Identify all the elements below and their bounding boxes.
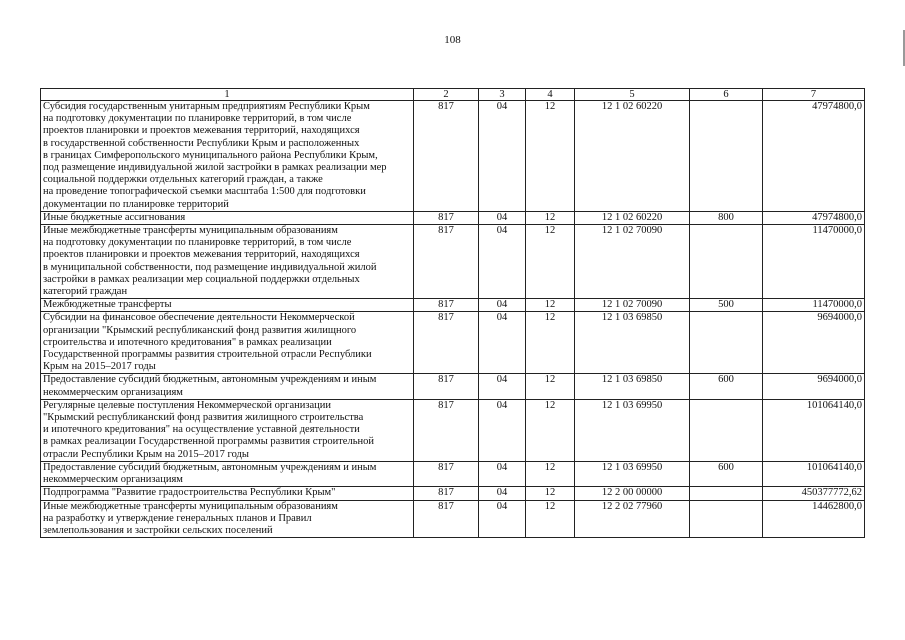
- subsection-code: 12: [526, 461, 575, 486]
- expense-type-code: [690, 312, 763, 374]
- table-row: [41, 225, 865, 299]
- ministry-code: 817: [414, 312, 479, 374]
- row-description: Иные межбюджетные трансферты муниципальным образованиям на подготовку документации по планировке территорий, в том числе проектов планировки и проектов межевания территорий, находящихся в муниципальной собственности, под размещение индивидуальной жилой застройки в рамках реализации мер социальной поддержки отдельных категорий граждан: [41, 225, 414, 299]
- target-article-code: 12 1 02 60220: [575, 211, 690, 224]
- subsection-code: 12: [526, 399, 575, 461]
- subsection-code: 12: [526, 299, 575, 312]
- ministry-code: 817: [414, 487, 479, 500]
- ministry-code: 817: [414, 374, 479, 399]
- subsection-code: 12: [526, 500, 575, 538]
- amount: 47974800,0: [763, 101, 865, 212]
- target-article-code: 12 1 03 69950: [575, 461, 690, 486]
- subsection-code: 12: [526, 101, 575, 212]
- row-description: Субсидия государственным унитарным предприятиям Республики Крым на подготовку документации по планировке территорий, в том числе проектов планировки и проектов межевания территорий, находящихся в государственной собственности Республики Крым и расположенных в границах Симферопольского муниципального района Республики Крым, под размещение индивидуальной жилой застройки в рамках реализации мер социальной поддержки отдельных категорий граждан, а также на проведение топографической съемки масштаба 1:500 для подготовки документации по планировке территорий: [41, 101, 414, 212]
- subsection-code: 12: [526, 374, 575, 399]
- amount: 11470000,0: [763, 299, 865, 312]
- column-header: 5: [575, 89, 690, 101]
- ministry-code: 817: [414, 461, 479, 486]
- target-article-code: 12 1 02 70090: [575, 299, 690, 312]
- column-header: 7: [763, 89, 865, 101]
- ministry-code: 817: [414, 101, 479, 212]
- amount: 47974800,0: [763, 211, 865, 224]
- page-number: 108: [444, 34, 461, 46]
- target-article-code: 12 1 03 69950: [575, 399, 690, 461]
- expense-type-code: [690, 399, 763, 461]
- table-row: [41, 211, 865, 224]
- table-row: [41, 374, 865, 399]
- budget-table: [40, 88, 865, 538]
- section-code: 04: [479, 299, 526, 312]
- section-code: 04: [479, 211, 526, 224]
- expense-type-code: 600: [690, 461, 763, 486]
- amount: 9694000,0: [763, 374, 865, 399]
- header-row: [41, 89, 865, 101]
- row-description: Предоставление субсидий бюджетным, автономным учреждениям и иным некоммерческим организациям: [41, 461, 414, 486]
- section-code: 04: [479, 487, 526, 500]
- table-row: [41, 299, 865, 312]
- subsection-code: 12: [526, 211, 575, 224]
- column-header: 2: [414, 89, 479, 101]
- section-code: 04: [479, 374, 526, 399]
- column-header: 3: [479, 89, 526, 101]
- target-article-code: 12 1 02 60220: [575, 101, 690, 212]
- target-article-code: 12 2 02 77960: [575, 500, 690, 538]
- expense-type-code: 600: [690, 374, 763, 399]
- target-article-code: 12 2 00 00000: [575, 487, 690, 500]
- section-code: 04: [479, 101, 526, 212]
- expense-type-code: [690, 500, 763, 538]
- ministry-code: 817: [414, 225, 479, 299]
- section-code: 04: [479, 399, 526, 461]
- expense-type-code: [690, 101, 763, 212]
- amount: 101064140,0: [763, 461, 865, 486]
- row-description: Иные бюджетные ассигнования: [41, 211, 414, 224]
- target-article-code: 12 1 03 69850: [575, 312, 690, 374]
- row-description: Межбюджетные трансферты: [41, 299, 414, 312]
- column-header: 6: [690, 89, 763, 101]
- amount: 101064140,0: [763, 399, 865, 461]
- row-description: Субсидии на финансовое обеспечение деятельности Некоммерческой организации "Крымский республиканский фонд развития жилищного строительства и ипотечного кредитования" в рамках реализации Государственной программы развития строительной отрасли Республики Крым на 2015–2017 годы: [41, 312, 414, 374]
- section-code: 04: [479, 225, 526, 299]
- amount: 14462800,0: [763, 500, 865, 538]
- expense-type-code: 800: [690, 211, 763, 224]
- ministry-code: 817: [414, 299, 479, 312]
- subsection-code: 12: [526, 312, 575, 374]
- amount: 450377772,62: [763, 487, 865, 500]
- section-code: 04: [479, 461, 526, 486]
- table-row: [41, 101, 865, 212]
- row-description: Предоставление субсидий бюджетным, автономным учреждениям и иным некоммерческим организациям: [41, 374, 414, 399]
- target-article-code: 12 1 02 70090: [575, 225, 690, 299]
- section-code: 04: [479, 500, 526, 538]
- column-header: 1: [41, 89, 414, 101]
- row-description: Подпрограмма "Развитие градостроительства Республики Крым": [41, 487, 414, 500]
- table-row: [41, 487, 865, 500]
- expense-type-code: [690, 225, 763, 299]
- ministry-code: 817: [414, 500, 479, 538]
- row-description: Регулярные целевые поступления Некоммерческой организации "Крымский республиканский фонд развития жилищного строительства и ипотечного кредитования" на осуществление уставной деятельности в рамках реализации Государственной программы развития строительной отрасли Республики Крым на 2015–2017 годы: [41, 399, 414, 461]
- ministry-code: 817: [414, 399, 479, 461]
- row-description: Иные межбюджетные трансферты муниципальным образованиям на разработку и утверждение генеральных планов и Правил землепользования и застройки сельских поселений: [41, 500, 414, 538]
- ministry-code: 817: [414, 211, 479, 224]
- table-row: [41, 399, 865, 461]
- subsection-code: 12: [526, 487, 575, 500]
- target-article-code: 12 1 03 69850: [575, 374, 690, 399]
- table-row: [41, 500, 865, 538]
- column-header: 4: [526, 89, 575, 101]
- subsection-code: 12: [526, 225, 575, 299]
- amount: 9694000,0: [763, 312, 865, 374]
- expense-type-code: 500: [690, 299, 763, 312]
- amount: 11470000,0: [763, 225, 865, 299]
- table-row: [41, 312, 865, 374]
- expense-type-code: [690, 487, 763, 500]
- section-code: 04: [479, 312, 526, 374]
- table-row: [41, 461, 865, 486]
